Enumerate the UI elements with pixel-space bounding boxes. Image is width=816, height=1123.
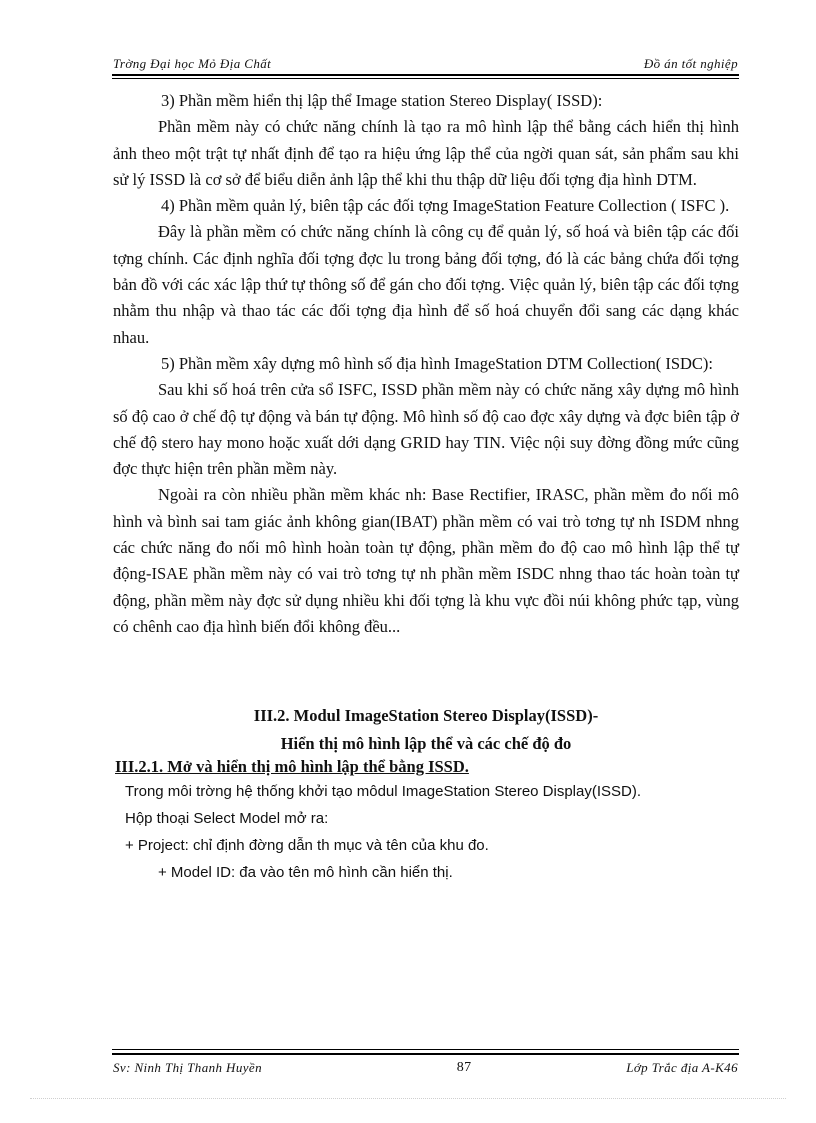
header-rule-thin	[112, 78, 739, 79]
footer-rule-thick	[112, 1053, 739, 1055]
footer-rule-thin	[112, 1049, 739, 1050]
subsection-line: + Project: chỉ định đờng dẫn th mục và tên của khu đo.	[125, 837, 489, 855]
item-4-paragraph: Đây là phần mềm có chức năng chính là công cụ để quản lý, số hoá và biên tập các đối tợng chính. Các định nghĩa đối tợng đợc lu trong bảng đối tợng, đó là các bảng chứa đối tợng bản đồ với các xác lập thứ tự thông số để gán cho đối tợng. Việc quản lý, biên tập các đối tợng nhằm thu nhập và thao tác các đối tợng địa hình để số hoá chuyển đổi sang các dạng khác nhau.	[113, 222, 739, 347]
other-software-paragraph: Ngoài ra còn nhiều phần mềm khác nh: Base Rectifier, IRASC, phần mềm đo nối mô hình và bình sai tam giác ảnh không gian(IBAT) phần mềm có vai trò tơng tự nh ISDM nhng các chức năng đo nối mô hình hoàn toàn tự động, phần mềm đo độ cao mô hình lập thể tự động-ISAE phần mềm này có vai trò tơng tự nh phần mềm ISDC nhng thao tác hoàn toàn tự động, phần mềm này đợc sử dụng nhiều khi đối tợng là khu vực đồi núi không phức tạp, vùng có chênh cao địa hình biến đổi không đều...	[113, 485, 739, 636]
subsection-title: III.2.1. Mở và hiển thị mô hình lập thể bằng ISSD.	[115, 757, 469, 777]
subsection-line: Hộp thoại Select Model mở ra:	[125, 810, 329, 828]
section-title-line-2: Hiển thị mô hình lập thể và các chế độ đo	[280, 734, 572, 754]
page-footer	[113, 1058, 738, 1078]
footer-student: Sv: Ninh Thị Thanh Huyền	[113, 1060, 262, 1075]
page-header	[113, 50, 738, 72]
header-rule-thick	[112, 74, 739, 76]
subsection-line: + Model ID: đa vào tên mô hình cần hiển thị.	[158, 864, 453, 882]
item-4-title: 4) Phần mềm quản lý, biên tập các đối tợng ImageStation Feature Collection ( ISFC ).	[161, 196, 730, 216]
item-5-title: 5) Phần mềm xây dựng mô hình số địa hình ImageStation DTM Collection( ISDC):	[161, 353, 714, 373]
section-spacer	[113, 640, 739, 702]
page-number: 87	[456, 1060, 472, 1075]
subsection-body	[113, 778, 739, 886]
page-edge-dotted-line	[30, 1098, 786, 1099]
page-content	[113, 88, 739, 886]
header-doc-type: Đồ án tốt nghiệp	[643, 56, 738, 71]
item-5-paragraph: Sau khi số hoá trên cửa sổ ISFC, ISSD phần mềm này có chức năng xây dựng mô hình số độ cao ở chế độ tự động và bán tự động. Mô hình số độ cao đợc xây dựng và đợc biên tập ở chế độ stero hay mono hoặc xuất dới dạng GRID hay TIN. Việc nội suy đờng đồng mức cũng đợc thực hiện trên phần mềm này.	[113, 380, 739, 479]
footer-class: Lớp Trắc địa A-K46	[626, 1060, 738, 1075]
header-school: Trờng Đại học Mỏ Địa Chất	[113, 56, 272, 71]
section-title-line-1: III.2. Modul ImageStation Stereo Display(ISSD)-	[253, 706, 599, 726]
item-3-title: 3) Phần mềm hiển thị lập thể Image station Stereo Display( ISSD):	[161, 91, 603, 110]
item-3-paragraph: Phần mềm này có chức năng chính là tạo ra mô hình lập thể bằng cách hiển thị hình ảnh theo một trật tự nhất định để tạo ra hiệu ứng lập thể của ngời quan sát, sản phẩm sau khi sử lý ISSD là cơ sở để biểu diễn ảnh lập thể khi thu thập dữ liệu đối tợng địa hình DTM.	[113, 117, 739, 189]
subsection-line: Trong môi trờng hệ thống khởi tạo môdul ImageStation Stereo Display(ISSD).	[125, 783, 642, 801]
